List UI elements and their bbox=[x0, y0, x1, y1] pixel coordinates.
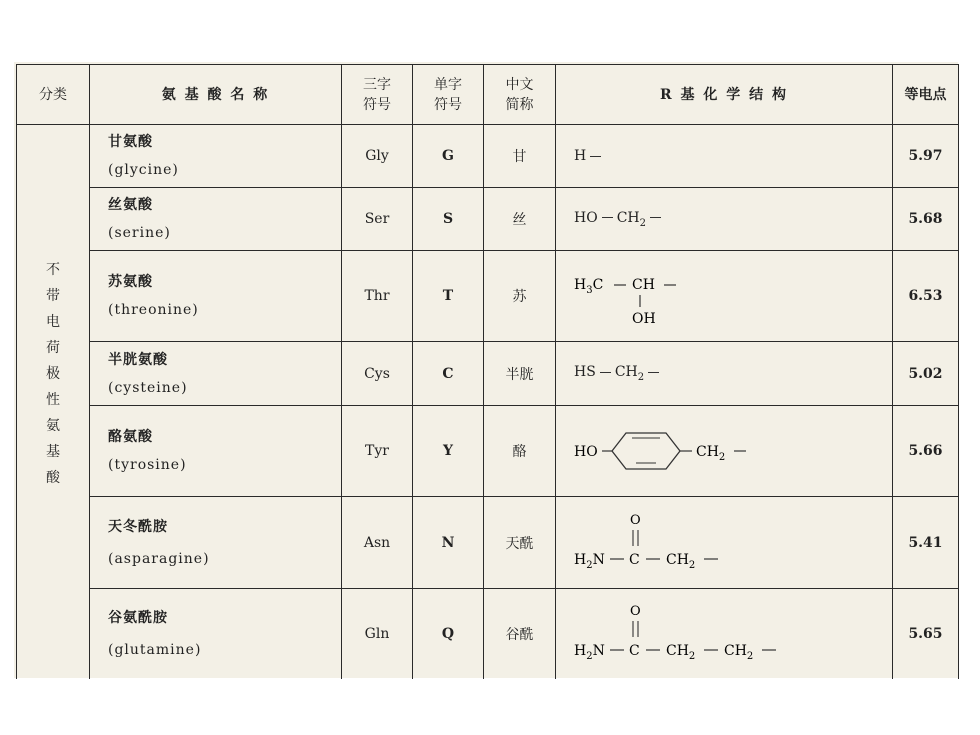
category-char: 性 bbox=[46, 392, 60, 408]
one-letter-code: T bbox=[413, 251, 484, 342]
category-char: 酸 bbox=[46, 470, 60, 486]
isoelectric-point: 5.97 bbox=[893, 125, 959, 188]
three-letter-code: Thr bbox=[342, 251, 413, 342]
chinese-abbr: 丝 bbox=[484, 188, 556, 251]
table-row bbox=[17, 406, 959, 497]
table-row bbox=[17, 497, 959, 589]
svg-text:CH2: $CH_2$ bbox=[724, 642, 754, 662]
table-row bbox=[17, 342, 959, 406]
category-char: 极 bbox=[46, 366, 60, 382]
isoelectric-point: 5.68 bbox=[893, 188, 959, 251]
svg-text:CH2: $CH_2$ bbox=[666, 642, 696, 662]
svg-text:O: O bbox=[630, 512, 641, 528]
svg-text:OH: OH bbox=[632, 311, 656, 327]
isoelectric-point: 5.41 bbox=[893, 497, 959, 589]
isoelectric-point: 5.65 bbox=[893, 589, 959, 679]
svg-text:O: O bbox=[630, 603, 641, 619]
amino-acid-name: 丝氨酸 (serine) bbox=[90, 188, 342, 251]
threonine-structure bbox=[574, 261, 774, 331]
three-letter-code: Tyr bbox=[342, 406, 413, 497]
header-row bbox=[17, 65, 959, 125]
asparagine-structure bbox=[574, 508, 794, 578]
r-group-structure bbox=[556, 497, 893, 589]
amino-acid-name: 苏氨酸 (threonine) bbox=[90, 251, 342, 342]
svg-text:H2N: $H_2N$ bbox=[574, 642, 605, 662]
chinese-abbr: 谷酰 bbox=[484, 589, 556, 679]
category-char: 基 bbox=[46, 444, 60, 460]
one-letter-code: Y bbox=[413, 406, 484, 497]
amino-acid-name: 半胱氨酸 (cysteine) bbox=[90, 342, 342, 406]
header-category: 分类 bbox=[17, 65, 90, 125]
glutamine-structure bbox=[574, 599, 814, 669]
chinese-abbr: 天酰 bbox=[484, 497, 556, 589]
svg-text:C: C bbox=[629, 642, 640, 659]
svg-text:CH2: $CH_2$ bbox=[696, 444, 726, 463]
category-char: 不 bbox=[46, 262, 60, 278]
r-group-structure bbox=[556, 406, 893, 497]
one-letter-code: C bbox=[413, 342, 484, 406]
three-letter-code: Ser bbox=[342, 188, 413, 251]
header-pi: 等电点 bbox=[893, 65, 959, 125]
svg-text:HO: HO bbox=[574, 444, 598, 460]
category-cell bbox=[17, 125, 90, 679]
one-letter-code: N bbox=[413, 497, 484, 589]
isoelectric-point: 6.53 bbox=[893, 251, 959, 342]
r-group-structure: H bbox=[556, 125, 893, 188]
amino-acid-name: 天冬酰胺 (asparagine) bbox=[90, 497, 342, 589]
category-char: 氨 bbox=[46, 418, 60, 434]
r-group-structure: HS $CH_2$ bbox=[556, 342, 893, 406]
one-letter-code: G bbox=[413, 125, 484, 188]
svg-text:CH: CH bbox=[632, 277, 655, 293]
chinese-abbr: 甘 bbox=[484, 125, 556, 188]
chinese-abbr: 苏 bbox=[484, 251, 556, 342]
header-three-letter: 三字 符号 bbox=[342, 65, 413, 125]
header-r-group: R 基 化 学 结 构 bbox=[556, 65, 893, 125]
category-char: 荷 bbox=[46, 340, 60, 356]
svg-text:CH2: $CH_2$ bbox=[666, 551, 696, 571]
amino-acid-name: 酪氨酸 (tyrosine) bbox=[90, 406, 342, 497]
table-row bbox=[17, 251, 959, 342]
three-letter-code: Cys bbox=[342, 342, 413, 406]
chinese-abbr: 半胱 bbox=[484, 342, 556, 406]
one-letter-code: Q bbox=[413, 589, 484, 679]
isoelectric-point: 5.02 bbox=[893, 342, 959, 406]
r-group-structure bbox=[556, 589, 893, 679]
three-letter-code: Gly bbox=[342, 125, 413, 188]
amino-acid-name: 谷氨酰胺 (glutamine) bbox=[90, 589, 342, 679]
table-row bbox=[17, 589, 959, 679]
svg-text:H3C: $H_3C$ bbox=[574, 277, 604, 296]
svg-text:C: C bbox=[629, 551, 640, 568]
isoelectric-point: 5.66 bbox=[893, 406, 959, 497]
table-row bbox=[17, 125, 959, 188]
header-name: 氨 基 酸 名 称 bbox=[90, 65, 342, 125]
category-char: 电 bbox=[46, 314, 60, 330]
header-one-letter: 单字 符号 bbox=[413, 65, 484, 125]
category-char: 带 bbox=[46, 288, 60, 304]
three-letter-code: Gln bbox=[342, 589, 413, 679]
r-group-structure bbox=[556, 251, 893, 342]
chinese-abbr: 酪 bbox=[484, 406, 556, 497]
table-row bbox=[17, 188, 959, 251]
header-chinese-abbr: 中文 简称 bbox=[484, 65, 556, 125]
amino-acid-name: 甘氨酸 (glycine) bbox=[90, 125, 342, 188]
tyrosine-structure bbox=[574, 426, 794, 476]
svg-text:H2N: $H_2N$ bbox=[574, 551, 605, 571]
three-letter-code: Asn bbox=[342, 497, 413, 589]
amino-acid-table bbox=[16, 64, 959, 679]
r-group-structure: HO $CH_2$ bbox=[556, 188, 893, 251]
one-letter-code: S bbox=[413, 188, 484, 251]
